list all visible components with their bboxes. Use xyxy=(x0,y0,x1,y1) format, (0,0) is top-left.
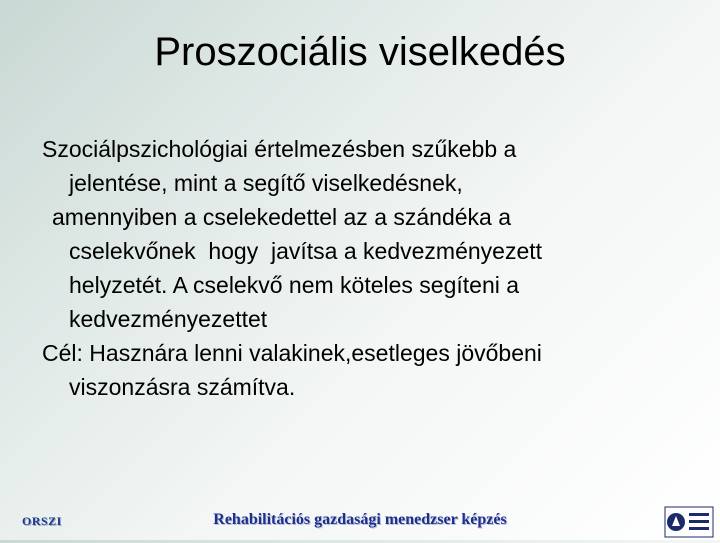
text-line: jelentése, mint a segítő viselkedésnek, xyxy=(69,170,463,196)
slide-title: Proszociális viselkedés xyxy=(154,30,566,74)
slide-body xyxy=(42,132,702,404)
paragraph-intent xyxy=(42,200,702,336)
paragraph-goal xyxy=(42,336,702,404)
text-line: amennyiben a cselekedettel az a szándéka a xyxy=(52,204,512,230)
text-line: Cél: Hasznára lenni valakinek,esetleges jövőbeni xyxy=(42,340,542,366)
text-line: Szociálpszichológiai értelmezésben szűkebb a xyxy=(42,136,517,162)
text-line: cselekvőnek hogy javítsa a kedvezményezett xyxy=(69,238,543,264)
text-line: viszonzásra számítva. xyxy=(69,374,296,400)
text-line: kedvezményezettet xyxy=(69,306,268,332)
orszi-logo: ORSZI xyxy=(22,514,62,528)
institution-logo-icon xyxy=(664,506,714,538)
footer-course-title: Rehabilitációs gazdasági menedzser képzés xyxy=(213,511,507,528)
paragraph-definition xyxy=(42,132,702,200)
text-line: helyzetét. A cselekvő nem köteles segíteni a xyxy=(69,272,520,298)
